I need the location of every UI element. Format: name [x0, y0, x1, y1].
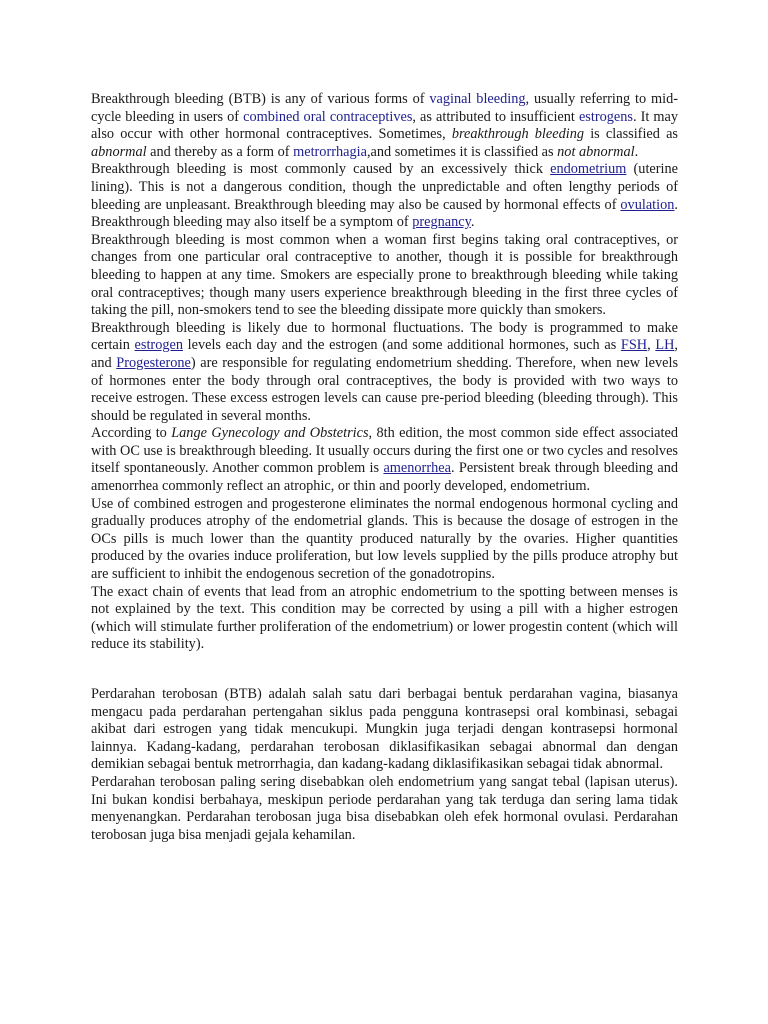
text-run: ) are responsible for regulating endometrium shedding. Therefore, when new levels of hormones enter the body through oral contraceptives, the body is provided with two ways to receive estrogen. These excess estrogen levels can cause pre-period bleeding (bleeding through). This should be regulated in several months. — [91, 354, 679, 424]
section-gap — [91, 654, 678, 686]
text-run: is classified as — [584, 126, 678, 143]
text-run: . — [634, 143, 639, 160]
text-run: . Persistent break through bleeding and amenorrhea commonly reflect an atrophic, or thin and poorly developed, endometrium. — [91, 460, 678, 495]
text-run: The exact chain of events that lead from an atrophic endometrium to the spotting between menses is not explained by the text. This condition may be corrected by using a pill with a higher estrogen (which will stimulate further proliferation of the endometrium) or lower progestin content (which will reduce its stability). — [91, 583, 678, 653]
link-amenorrhea[interactable]: amenorrhea — [383, 460, 451, 477]
text-run: According to — [91, 425, 172, 442]
english-paragraph-3 — [91, 232, 678, 320]
link-progesterone[interactable]: Progesterone — [116, 354, 191, 371]
english-paragraph-7 — [91, 584, 678, 654]
english-paragraph-6 — [91, 496, 678, 584]
text-run: Perdarahan terobosan (BTB) adalah salah satu dari berbagai bentuk perdarahan vagina, biasanya mengacu pada perdarahan pertengahan siklus pada pengguna kontrasepsi oral kombinasi, sebagai akibat dari estrogen yang tidak mencukupi. Mungkin juga terjadi dengan kontrasepsi hormonal lainnya. Kadang-kadang, perdarahan terobosan diklasifikasikan sebagai abnormal dan dengan demikian sebagai bentuk metrorrhagia, dan kadang-kadang diklasifikasikan sebagai tidak abnormal. — [91, 686, 678, 773]
english-paragraph-4 — [91, 320, 678, 426]
english-section — [91, 91, 678, 654]
text-run: , usually referring to mid-cycle bleeding in users of — [91, 91, 678, 125]
english-paragraph-2 — [91, 161, 678, 231]
indonesian-paragraph-2 — [91, 774, 678, 844]
indonesian-paragraph-1 — [91, 686, 678, 774]
text-run: . — [470, 214, 475, 231]
text-run: Breakthrough bleeding is most commonly caused by an excessively thick — [91, 161, 551, 178]
text-run: Perdarahan terobosan paling sering disebabkan oleh endometrium yang sangat tebal (lapisan uterus). Ini bukan kondisi berbahaya, meskipun periode perdarahan yang tak terduga dan sering lama tidak menyenangkan. Perdarahan terobosan juga bisa disebabkan oleh efek hormonal ovulasi. Perdarahan terobosan juga bisa menjadi gejala kehamilan. — [91, 773, 678, 843]
link-estrogen[interactable]: estrogen — [134, 337, 183, 354]
link-fsh[interactable]: FSH — [620, 337, 648, 354]
text-run: Breakthrough bleeding is most common when a woman first begins taking oral contraceptives, or changes from one particular oral contraceptive to another, though it is possible for breakthrough bleeding to happen at any time. Smokers are especially prone to breakthrough bleeding while taking oral contraceptives; though many users experience breakthrough bleeding in the first three cycles of taking the pill, non-smokers tend to see the bleeding dissipate more quickly than smokers. — [91, 231, 678, 319]
text-run: . Breakthrough bleeding may also itself be a symptom of — [91, 196, 678, 231]
text-run: and thereby as a form of — [146, 143, 294, 160]
text-run: , — [647, 337, 656, 354]
text-run: Use of combined estrogen and progesterone eliminates the normal endogenous hormonal cycling and gradually produces atrophy of the endometrial glands. This is because the dosage of estrogen in the OCs pills is much lower than the quantity produced naturally by the ovaries. Higher quantities produced by the ovaries induce proliferation, but low levels supplied by the pills produce atrophy but are sufficient to inhibit the endogenous secretion of the gonadotropins. — [91, 495, 678, 583]
link-lh[interactable]: LH — [655, 337, 675, 354]
english-paragraph-5 — [91, 425, 678, 495]
text-run: Breakthrough bleeding (BTB) is any of various forms of — [91, 91, 430, 107]
english-paragraph-1 — [91, 91, 678, 161]
link-estrogens[interactable]: estrogens — [578, 108, 633, 125]
text-run: levels each day and the estrogen (and some additional hormones, such as — [182, 337, 621, 354]
link-endometrium[interactable]: endometrium — [550, 161, 627, 178]
text-run: , as attributed to insufficient — [412, 108, 579, 125]
text-run: . It may also occur with other hormonal contraceptives. Sometimes, — [91, 108, 678, 143]
link-combined-oral-contraceptives[interactable]: combined oral contraceptives — [243, 108, 413, 125]
italic-text: breakthrough bleeding — [451, 126, 585, 143]
text-run: Breakthrough bleeding is likely due to hormonal fluctuations. The body is programmed to make certain — [91, 319, 678, 354]
text-run: , 8th edition, the most common side effect associated with OC use is breakthrough bleeding. It usually occurs during the first one or two cycles and resolves itself spontaneously. Another common problem is — [91, 425, 678, 477]
italic-text: Lange Gynecology and Obstetrics — [171, 425, 369, 442]
text-run: (uterine lining). This is not a dangerous condition, though the unpredictable and often lengthy periods of bleeding are unpleasant. Breakthrough bleeding may also be caused by hormonal effects of — [91, 161, 678, 213]
text-run: , and — [91, 337, 678, 371]
link-ovulation[interactable]: ovulation — [620, 196, 675, 213]
italic-text: abnormal — [91, 143, 147, 160]
italic-text: not abnormal — [557, 143, 635, 160]
indonesian-section — [91, 686, 678, 844]
link-vaginal-bleeding[interactable]: vaginal bleeding — [429, 91, 526, 107]
link-metrorrhagia[interactable]: metrorrhagia — [293, 143, 367, 160]
link-pregnancy[interactable]: pregnancy — [412, 214, 471, 231]
text-run: ,and sometimes it is classified as — [366, 143, 558, 160]
